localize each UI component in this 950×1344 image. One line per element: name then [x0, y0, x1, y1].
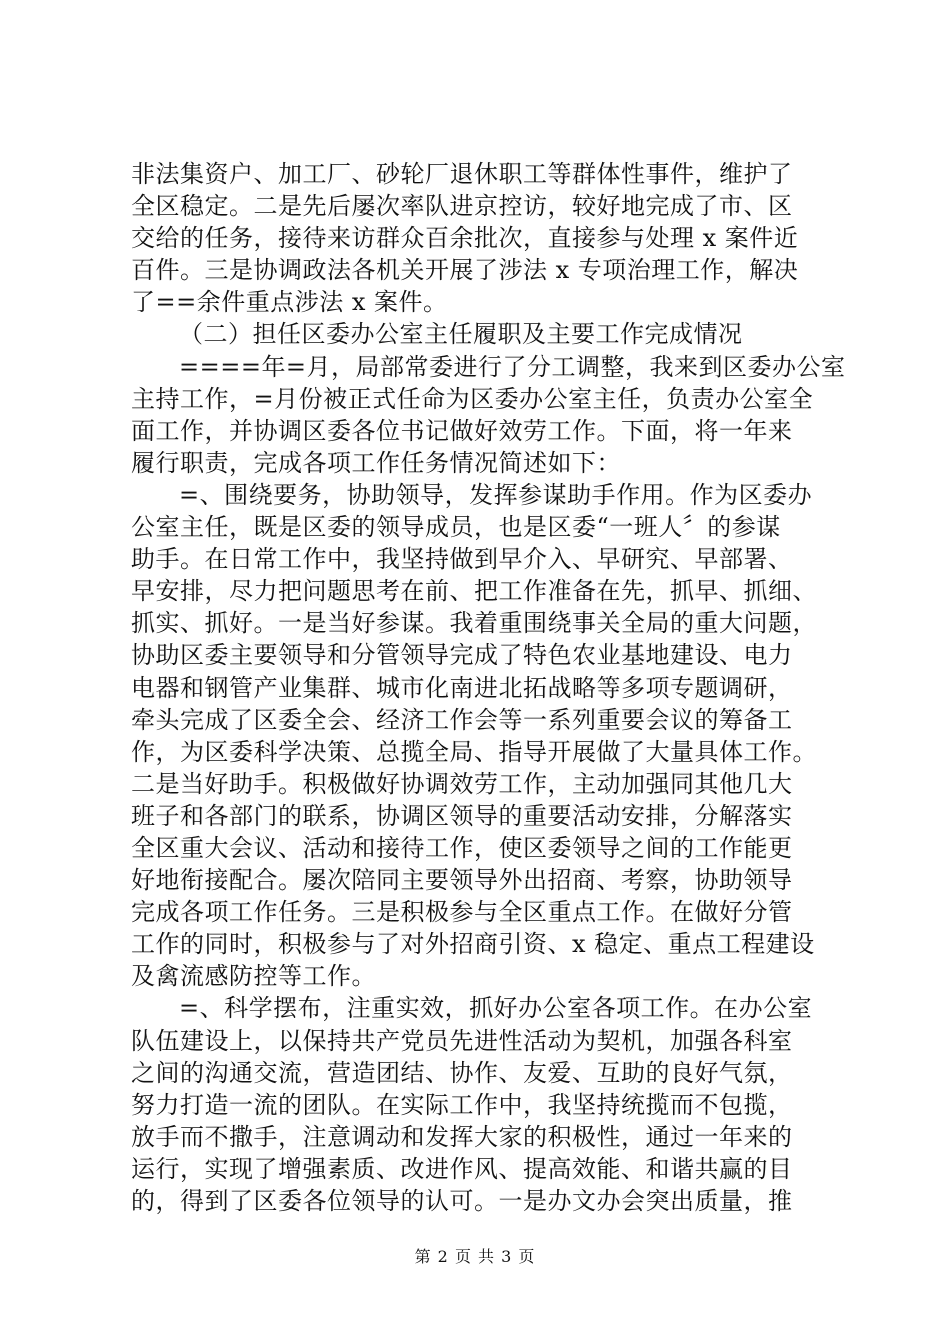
- page-footer: 第 2 页 共 3 页: [414, 1247, 536, 1266]
- text-line: 全区重大会议、活动和接待工作，使区委领导之间的工作能更: [131, 833, 793, 862]
- text-line: 百件。三是协调政法各机关开展了涉法 x 专项治理工作，解决: [131, 256, 799, 285]
- text-line: 运行，实现了增强素质、改进作风、提高效能、和谐共赢的目: [131, 1154, 793, 1183]
- text-line: 牵头完成了区委全会、经济工作会等一系列重要会议的筹备工: [131, 705, 793, 734]
- text-line: 面工作，并协调区委各位书记做好效劳工作。下面，将一年来: [131, 416, 793, 445]
- text-line: 电器和钢管产业集群、城市化南进北拓战略等多项专题调研，: [131, 673, 793, 702]
- text-line: 抓实、抓好。一是当好参谋。我着重围绕事关全局的重大问题，: [131, 609, 817, 638]
- text-line: 作，为区委科学决策、总揽全局、指导开展做了大量具体工作。: [131, 737, 817, 766]
- document-body: [131, 158, 846, 1217]
- text-line: =、围绕要务，协助领导，发挥参谋助手作用。作为区委办: [179, 480, 813, 509]
- text-line: 完成各项工作任务。三是积极参与全区重点工作。在做好分管: [131, 898, 793, 927]
- text-line: 交给的任务，接待来访群众百余批次，直接参与处理 x 案件近: [131, 224, 799, 253]
- text-line: =、科学摆布，注重实效，抓好办公室各项工作。在办公室: [179, 994, 813, 1023]
- text-line: 了==余件重点涉法 x 案件。: [131, 288, 448, 317]
- text-line: 助手。在日常工作中，我坚持做到早介入、早研究、早部署、: [131, 545, 793, 574]
- text-line: 队伍建设上，以保持共产党员先进性活动为契机，加强各科室: [131, 1026, 793, 1055]
- text-line: 的，得到了区委各位领导的认可。一是办文办会突出质量，推: [131, 1187, 793, 1215]
- text-line: 班子和各部门的联系，协调区领导的重要活动安排，分解落实: [131, 801, 793, 830]
- text-line: 全区稳定。二是先后屡次率队进京控访，较好地完成了市、区: [131, 192, 793, 221]
- text-line: 履行职责，完成各项工作任务情况简述如下：: [131, 448, 621, 477]
- text-line: 非法集资户、加工厂、砂轮厂退休职工等群体性事件，维护了: [131, 160, 793, 188]
- text-line: 公室主任，既是区委的领导成员，也是区委“一班人〞的参谋: [131, 513, 781, 542]
- text-line: 协助区委主要领导和分管领导完成了特色农业基地建设、电力: [131, 641, 793, 670]
- text-line: 放手而不撒手，注意调动和发挥大家的积极性，通过一年来的: [131, 1122, 793, 1151]
- text-line: 好地衔接配合。屡次陪同主要领导外出招商、考察，协助领导: [131, 866, 793, 895]
- text-line: 及禽流感防控等工作。: [131, 962, 376, 991]
- section-heading: （二）担任区委办公室主任履职及主要工作完成情况: [179, 320, 743, 349]
- text-line: 之间的沟通交流，营造团结、协作、友爱、互助的良好气氛，: [131, 1058, 793, 1087]
- text-line: 工作的同时，积极参与了对外招商引资、x 稳定、重点工程建设: [131, 930, 815, 959]
- text-line: 二是当好助手。积极做好协调效劳工作，主动加强同其他几大: [131, 769, 793, 798]
- text-line: 早安排，尽力把问题思考在前、把工作准备在先，抓早、抓细、: [131, 577, 817, 606]
- text-line: 努力打造一流的团队。在实际工作中，我坚持统揽而不包揽，: [131, 1090, 793, 1119]
- text-line: 主持工作，=月份被正式任命为区委办公室主任，负责办公室全: [131, 384, 814, 413]
- text-line: ====年=月，局部常委进行了分工调整，我来到区委办公室: [179, 352, 846, 381]
